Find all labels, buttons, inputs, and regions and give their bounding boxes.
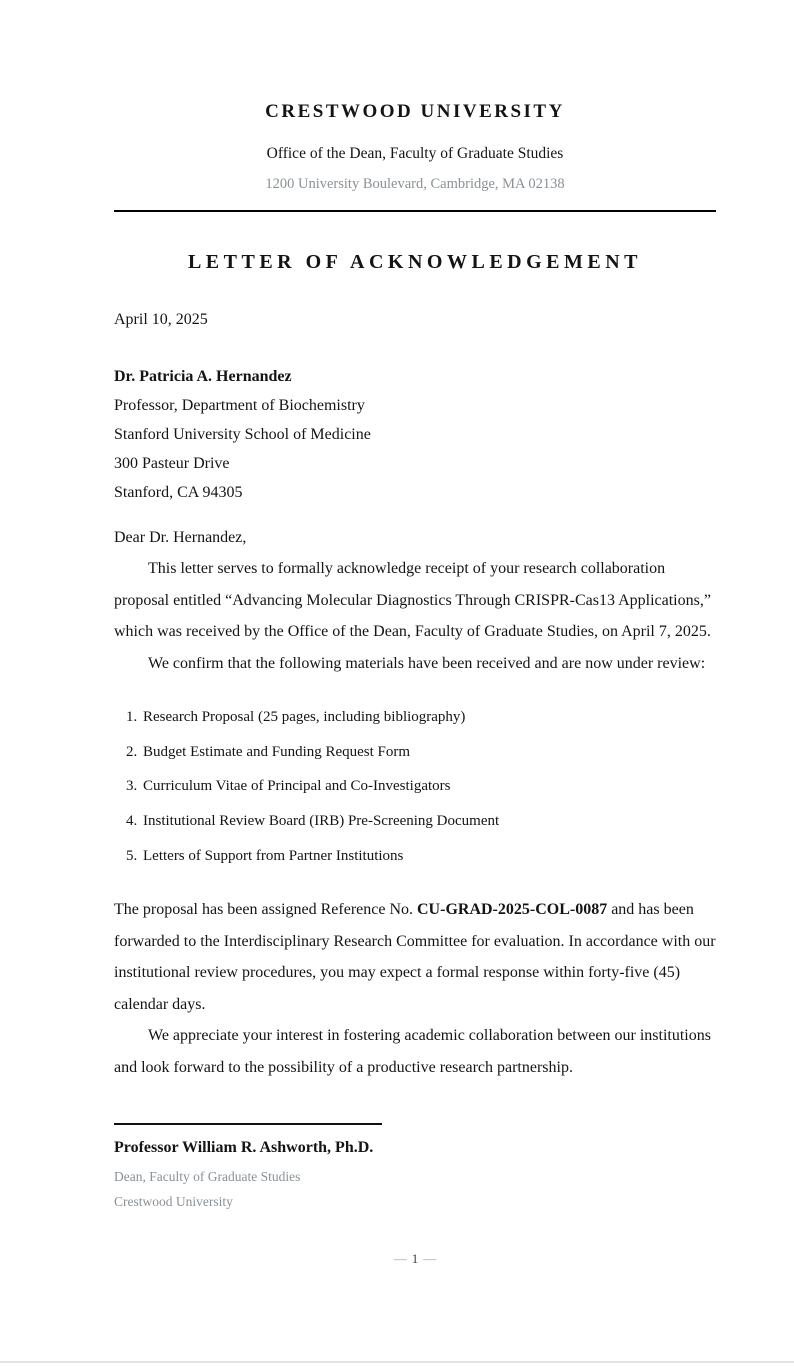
signatory-org: Crestwood University	[114, 1194, 233, 1210]
page-bottom-divider	[0, 1361, 794, 1363]
list-item: 2. Budget Estimate and Funding Request Form	[141, 735, 716, 770]
materials-list	[114, 700, 716, 873]
reference-number: CU-GRAD-2025-COL-0087	[417, 901, 608, 919]
university-name: CRESTWOOD UNIVERSITY	[265, 101, 565, 122]
paragraph-closing: We appreciate your interest in fostering academic collaboration between our institutions and look forward to the possibility of a productive research partnership.	[114, 1027, 711, 1076]
recipient-line: Professor, Department of Biochemistry	[114, 396, 365, 414]
signatory-title: Dean, Faculty of Graduate Studies	[114, 1168, 301, 1184]
list-item: 5. Letters of Support from Partner Institutions	[141, 839, 716, 874]
paragraph-intro: This letter serves to formally acknowledge receipt of your research collaboration proposal entitled “Advancing Molecular Diagnostics Through CRISPR-Cas13 Applications,” which was received by the Office of the Dean, Faculty of Graduate Studies, on April 7, 2025.	[114, 560, 711, 641]
paragraph-reference	[114, 894, 716, 1020]
letter-body	[114, 522, 716, 1083]
recipient-block	[114, 362, 716, 507]
office-line: Office of the Dean, Faculty of Graduate Studies	[266, 144, 564, 162]
list-item: 3. Curriculum Vitae of Principal and Co-Investigators	[141, 769, 716, 804]
reference-text-after: and has been forwarded to the Interdisciplinary Research Committee for evaluation. In accordance with our institutional review procedures, you may expect a formal response within forty-five (45) calendar days.	[114, 901, 716, 1013]
list-item: 1. Research Proposal (25 pages, including bibliography)	[141, 700, 716, 735]
page-number-dash-right: —	[423, 1251, 437, 1266]
recipient-line: 300 Pasteur Drive	[114, 454, 230, 472]
page-number-value: 1	[411, 1251, 419, 1266]
letterhead-rule	[114, 210, 716, 212]
letter-title: LETTER OF ACKNOWLEDGEMENT	[187, 251, 643, 274]
signatory-name: Professor William R. Ashworth, Ph.D.	[114, 1139, 374, 1157]
recipient-name: Dr. Patricia A. Hernandez	[114, 367, 292, 385]
page-number-dash-left: —	[393, 1251, 407, 1266]
recipient-line: Stanford, CA 94305	[114, 483, 243, 501]
page-number	[114, 1251, 716, 1267]
signature-rule	[114, 1123, 382, 1125]
address-line: 1200 University Boulevard, Cambridge, MA 02138	[265, 175, 565, 192]
date-line: April 10, 2025	[114, 311, 208, 329]
recipient-line: Stanford University School of Medicine	[114, 425, 371, 443]
paragraph-confirm: We confirm that the following materials have been received and are now under review:	[148, 654, 706, 672]
salutation: Dear Dr. Hernandez,	[114, 528, 247, 546]
list-item: 4. Institutional Review Board (IRB) Pre-Screening Document	[141, 804, 716, 839]
reference-text-before: The proposal has been assigned Reference No.	[114, 901, 417, 919]
